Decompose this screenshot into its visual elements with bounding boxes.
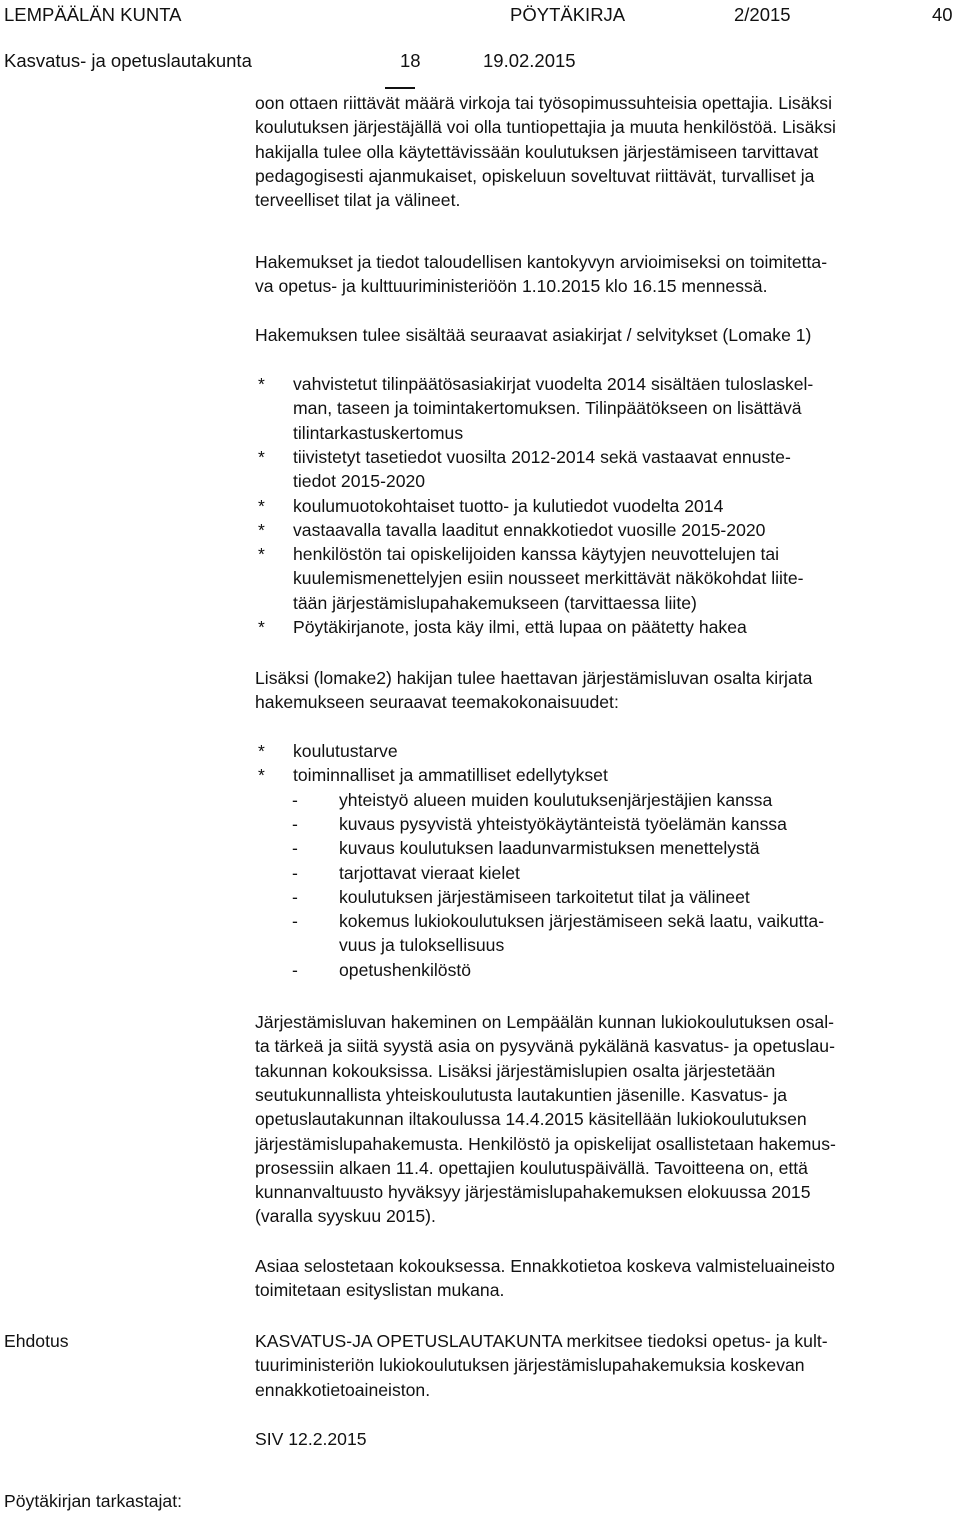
municipality-name: LEMPÄÄLÄN KUNTA — [4, 4, 182, 25]
list-item-line: tään järjestämislupahakemukseen (tarvittaessa liite) — [293, 592, 697, 613]
dash-marker: - — [292, 886, 298, 907]
dash-marker: - — [292, 813, 298, 834]
bullet-marker: * — [258, 446, 265, 467]
dash-marker: - — [292, 789, 298, 810]
list-item-line: tiedot 2015-2020 — [293, 471, 426, 492]
paragraph-line: (varalla syyskuu 2015). — [255, 1206, 436, 1227]
bullet-marker: * — [258, 374, 265, 394]
list-item-line: kuulemismenettelyjen esiin nousseet merkittävät näkökohdat liite- — [293, 568, 804, 589]
sublist-item-line: kuvaus pysyvistä yhteistyökäytänteistä työelämän kanssa — [339, 813, 787, 834]
paragraph-line: opetuslautakunnan iltakoulussa 14.4.2015 käsitellään lukiokoulutuksen — [255, 1109, 807, 1130]
paragraph-line: terveelliset tilat ja välineet. — [255, 190, 461, 211]
dash-marker: - — [292, 862, 298, 883]
bullet-marker: * — [258, 617, 265, 637]
list-item-line: toiminnalliset ja ammatilliset edellytykset — [293, 765, 608, 786]
paragraph-line: prosessiin alkaen 11.4. opettajien koulutuspäivällä. Tavoitteena on, että — [255, 1157, 808, 1178]
paragraph-line: hakijalla tulee olla käytettävissään koulutuksen järjestämiseen tarvittavat — [255, 141, 819, 162]
paragraph-line: takunnan kokouksissa. Lisäksi järjestämislupien osalta järjestetään — [255, 1060, 776, 1081]
paragraph-line: va opetus- ja kulttuuriministeriöön 1.10.2015 klo 16.15 mennessä. — [255, 276, 768, 297]
bullet-marker: * — [258, 544, 265, 565]
bullet-marker: * — [258, 519, 265, 540]
paragraph-line: järjestämislupahakemusta. Henkilöstö ja opiskelijat osallistetaan hakemus- — [255, 1133, 836, 1154]
list-item-line: vahvistetut tilinpäätösasiakirjat vuodelta 2014 sisältäen tuloslaskel- — [293, 374, 814, 394]
document-issue: 2/2015 — [734, 4, 791, 25]
bullet-marker: * — [258, 495, 265, 516]
sublist-item-line: vuus ja tuloksellisuus — [339, 935, 505, 956]
document-type: PÖYTÄKIRJA — [510, 4, 626, 25]
sublist-item-line: kokemus lukiokoulutuksen järjestämiseen sekä laatu, vaikutta- — [339, 911, 825, 932]
list-item-line: henkilöstön tai opiskelijoiden kanssa käytyjen neuvottelujen tai — [293, 544, 780, 565]
sublist-item-line: tarjottavat vieraat kielet — [339, 862, 520, 883]
sublist-item-line: kuvaus koulutuksen laadunvarmistuksen menettelystä — [339, 838, 760, 859]
list-item-line: Pöytäkirjanote, josta käy ilmi, että lupaa on päätetty hakea — [293, 617, 747, 637]
paragraph-line: kunnanvaltuusto hyväksyy järjestämislupahakemuksen elokuussa 2015 — [255, 1182, 811, 1203]
paragraph-line: ta tärkeä ja siitä syystä asia on pysyvänä pykälänä kasvatus- ja opetuslau- — [255, 1036, 835, 1057]
sublist-item-line: opetushenkilöstö — [339, 959, 472, 980]
paragraph-line: Asiaa selostetaan kokouksessa. Ennakkotietoa koskeva valmisteluaineisto — [255, 1256, 835, 1276]
list-item-line: koulumuotokohtaiset tuotto- ja kulutiedot vuodelta 2014 — [293, 495, 724, 516]
board-name: Kasvatus- ja opetuslautakunta — [4, 50, 252, 71]
section-number: 18 — [400, 50, 421, 71]
proposal-text-line: ennakkotietoaineiston. — [255, 1379, 431, 1400]
proposal-text-line: tuuriministeriön lukiokoulutuksen järjestämislupahakemuksia koskevan — [255, 1355, 805, 1376]
proposal-text-line: KASVATUS-JA OPETUSLAUTAKUNTA merkitsee tiedoksi opetus- ja kult- — [255, 1331, 828, 1351]
header-underline — [385, 87, 415, 89]
dash-marker: - — [292, 911, 298, 932]
footer-reviewers: Pöytäkirjan tarkastajat: — [4, 1491, 182, 1511]
signature: SIV 12.2.2015 — [255, 1429, 367, 1449]
list-item-line: man, taseen ja toimintakertomuksen. Tilinpäätökseen on lisättävä — [293, 398, 802, 419]
dash-marker: - — [292, 838, 298, 859]
paragraph-line: Hakemukset ja tiedot taloudellisen kantokyvyn arvioimiseksi on toimitetta- — [255, 252, 828, 272]
page-number: 40 — [932, 4, 953, 25]
list-item-line: tilintarkastuskertomus — [293, 422, 464, 443]
paragraph-line: toimitetaan esityslistan mukana. — [255, 1280, 505, 1301]
list-item-line: vastaavalla tavalla laaditut ennakkotiedot vuosille 2015-2020 — [293, 519, 766, 540]
sublist-item-line: yhteistyö alueen muiden koulutuksenjärjestäjien kanssa — [339, 789, 773, 810]
list-item-line: koulutustarve — [293, 741, 398, 761]
paragraph-line: Lisäksi (lomake2) hakijan tulee haettavan järjestämisluvan osalta kirjata — [255, 668, 813, 688]
paragraph-line: Järjestämisluvan hakeminen on Lempäälän kunnan lukiokoulutuksen osal- — [255, 1012, 834, 1032]
paragraph-line: Hakemuksen tulee sisältää seuraavat asiakirjat / selvitykset (Lomake 1) — [255, 325, 812, 345]
bullet-marker: * — [258, 765, 265, 786]
paragraph-line: hakemukseen seuraavat teemakokonaisuudet: — [255, 692, 619, 713]
paragraph-line: koulutuksen järjestäjällä voi olla tuntiopettajia ja muuta henkilöstöä. Lisäksi — [255, 117, 836, 138]
paragraph-line: seutukunnallista yhteiskoulutusta lautakuntien jäsenille. Kasvatus- ja — [255, 1084, 788, 1105]
paragraph-line: pedagogisesti ajanmukaiset, opiskeluun soveltuvat riittävät, turvalliset ja — [255, 165, 815, 186]
bullet-marker: * — [258, 741, 265, 761]
paragraph-line: oon ottaen riittävät määrä virkoja tai työsopimussuhteisia opettajia. Lisäksi — [255, 93, 832, 113]
meeting-date: 19.02.2015 — [483, 50, 576, 71]
proposal-label: Ehdotus — [4, 1331, 69, 1351]
dash-marker: - — [292, 959, 298, 980]
sublist-item-line: koulutuksen järjestämiseen tarkoitetut tilat ja välineet — [339, 886, 750, 907]
list-item-line: tiivistetyt tasetiedot vuosilta 2012-2014 sekä vastaavat ennuste- — [293, 446, 791, 467]
